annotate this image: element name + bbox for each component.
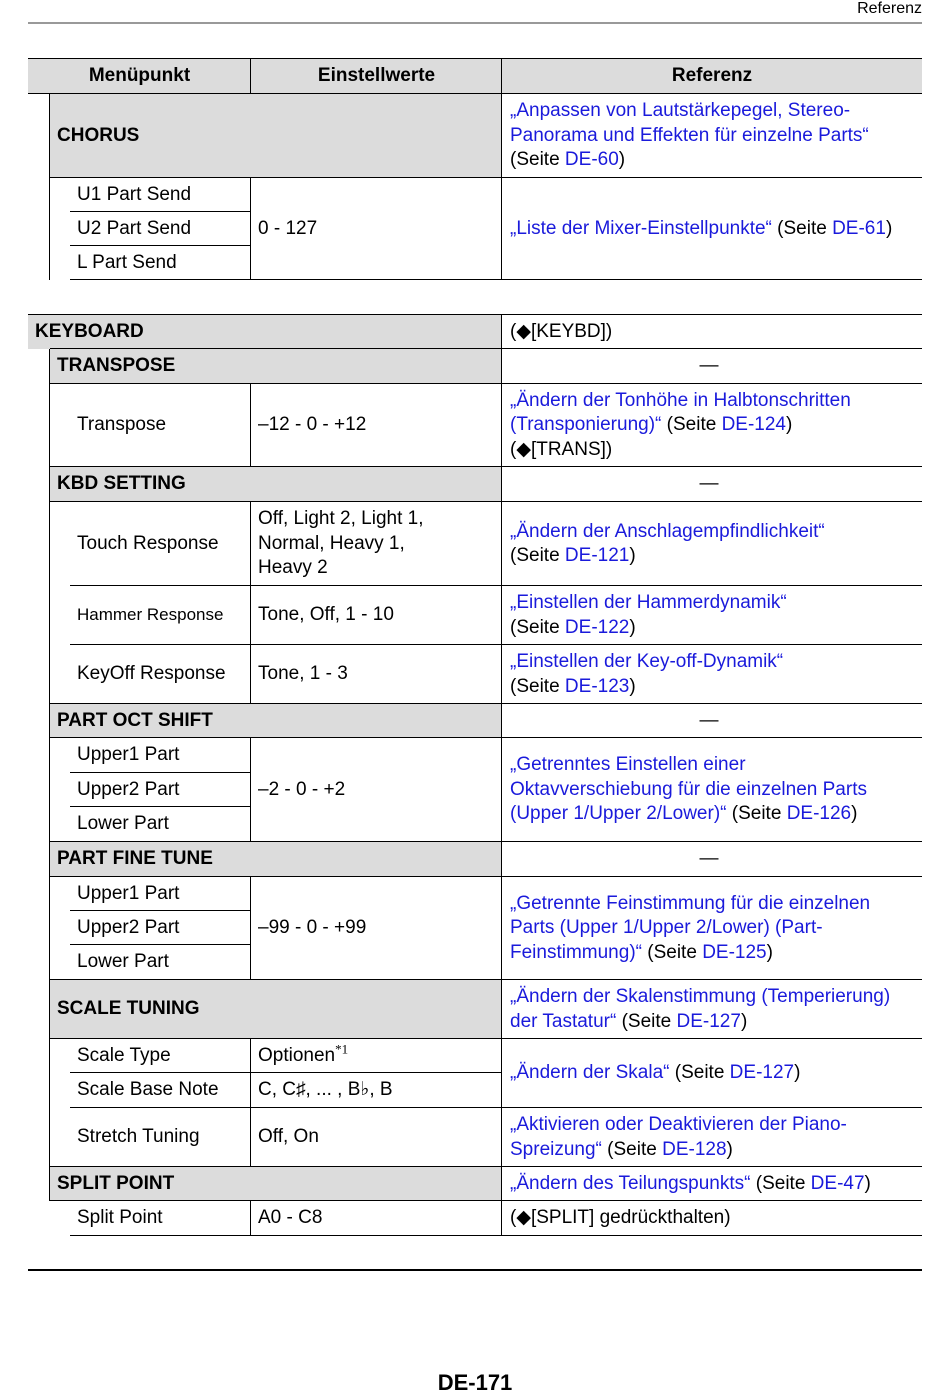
reference-link[interactable]: (Transponierung)“ bbox=[510, 414, 662, 436]
page-link[interactable]: DE-121 bbox=[564, 545, 630, 566]
reference-link[interactable]: „Einstellen der Hammerdynamik“ bbox=[510, 592, 787, 613]
page-link[interactable]: DE-60 bbox=[564, 149, 619, 171]
part-send-reference: „Liste der Mixer-Einstellpunkte“ (Seite DE-61) bbox=[510, 217, 893, 239]
footnote-marker: *1 bbox=[335, 1041, 349, 1057]
page-number: DE-171 bbox=[437, 1370, 513, 1395]
reference-link[interactable]: „Einstellen der Key-off-Dynamik“ bbox=[510, 651, 784, 672]
reference-link[interactable]: „Getrenntes Einstellen einer bbox=[510, 754, 746, 776]
part-send-value: 0 - 127 bbox=[258, 217, 318, 239]
reference-link[interactable]: „Ändern der Anschlagempfindlichkeit“ bbox=[510, 520, 825, 542]
touch-response-value: Off, Light 2, Light 1, Normal, Heavy 1, Heavy 2 bbox=[258, 508, 424, 579]
part-oct-shift-value: –2 - 0 - +2 bbox=[258, 778, 346, 800]
keyoff-response-reference: „Einstellen der Key-off-Dynamik“ (Seite DE-123) bbox=[510, 651, 784, 697]
item-oct-lower: Lower Part bbox=[77, 813, 169, 835]
item-fine-upper2: Upper2 Part bbox=[77, 916, 180, 938]
hammer-response-value: Tone, Off, 1 - 10 bbox=[258, 604, 394, 626]
item-stretch-tuning: Stretch Tuning bbox=[77, 1126, 200, 1148]
scale-base-note-value: C, C♯, ... , B♭, B bbox=[258, 1079, 393, 1101]
chorus-title: CHORUS bbox=[50, 94, 502, 178]
page-link[interactable]: DE-122 bbox=[564, 616, 630, 638]
transpose-value: –12 - 0 - +12 bbox=[258, 414, 367, 436]
touch-response-reference: „Ändern der Anschlagempfindlichkeit“ (Seite DE-121) bbox=[510, 520, 825, 566]
reference-link[interactable]: Panorama und Effekten für einzelne Parts“ bbox=[510, 124, 869, 146]
part-fine-tune-reference: „Getrennte Feinstimmung für die einzelnen Parts (Upper 1/Upper 2/Lower) (Part- Feinstimmung)“ (Seite DE-125) bbox=[510, 892, 871, 963]
scale-tuning-reference: „Ändern der Skalenstimmung (Temperierung) der Tastatur“ (Seite DE-127) bbox=[510, 986, 891, 1032]
item-scale-type: Scale Type bbox=[77, 1044, 171, 1066]
page-link[interactable]: DE-124 bbox=[721, 414, 786, 436]
part-fine-tune-title: PART FINE TUNE bbox=[50, 842, 502, 877]
split-point-title: SPLIT POINT bbox=[50, 1167, 502, 1201]
page-link[interactable]: DE-47 bbox=[810, 1172, 865, 1194]
item-oct-upper1: Upper1 Part bbox=[77, 744, 180, 766]
page-link[interactable]: DE-127 bbox=[729, 1062, 795, 1084]
item-touch-response: Touch Response bbox=[77, 532, 219, 554]
keyboard-title: KEYBOARD bbox=[28, 315, 502, 349]
item-fine-lower: Lower Part bbox=[77, 951, 169, 973]
item-u2-part-send: U2 Part Send bbox=[77, 217, 192, 239]
stretch-tuning-reference: „Aktivieren oder Deaktivieren der Piano- Spreizung“ (Seite DE-128) bbox=[510, 1114, 847, 1160]
reference-link[interactable]: „Ändern der Tonhöhe in Halbtonschritten bbox=[510, 389, 851, 411]
page-header-label: Referenz bbox=[857, 0, 922, 17]
item-l-part-send: L Part Send bbox=[77, 251, 177, 273]
reference-link[interactable]: Feinstimmung)“ bbox=[510, 941, 642, 963]
column-header-reference: Referenz bbox=[502, 59, 922, 94]
reference-link[interactable]: (Upper 1/Upper 2/Lower)“ bbox=[510, 803, 727, 825]
part-oct-shift-title: PART OCT SHIFT bbox=[50, 704, 502, 738]
page-link[interactable]: DE-61 bbox=[832, 217, 886, 239]
reference-link[interactable]: „Liste der Mixer-Einstellpunkte“ bbox=[510, 217, 772, 239]
reference-link[interactable]: Oktavverschiebung für die einzelnen Parts bbox=[510, 778, 867, 800]
chorus-reference: „Anpassen von Lautstärkepegel, Stereo- Panorama und Effekten für einzelne Parts“ (Seite DE-60) bbox=[510, 100, 869, 171]
page-link[interactable]: DE-123 bbox=[564, 675, 630, 697]
item-fine-upper1: Upper1 Part bbox=[77, 882, 180, 904]
reference-link[interactable]: „Aktivieren oder Deaktivieren der Piano- bbox=[510, 1114, 847, 1135]
reference-link[interactable]: „Anpassen von Lautstärkepegel, Stereo- bbox=[510, 100, 851, 122]
scale-tuning-title: SCALE TUNING bbox=[50, 980, 502, 1039]
footer-rule bbox=[28, 1269, 922, 1271]
transpose-title: TRANSPOSE bbox=[50, 349, 502, 384]
reference-link[interactable]: „Ändern der Skala“ bbox=[510, 1062, 670, 1084]
part-oct-shift-reference: „Getrenntes Einstellen einer Oktavverschiebung für die einzelnen Parts (Upper 1/Upper 2/Lower)“ (Seite DE-126) bbox=[510, 754, 867, 825]
reference-link[interactable]: „Getrennte Feinstimmung für die einzelnen bbox=[510, 892, 871, 914]
page-link[interactable]: DE-127 bbox=[676, 1010, 741, 1032]
hammer-response-reference: „Einstellen der Hammerdynamik“ (Seite DE-122) bbox=[510, 592, 787, 638]
keyboard-reference: (◆[KEYBD]) bbox=[510, 320, 613, 342]
transpose-dash: — bbox=[699, 355, 719, 377]
page-link[interactable]: DE-126 bbox=[786, 803, 852, 825]
scale-reference: „Ändern der Skala“ (Seite DE-127) bbox=[510, 1062, 801, 1084]
item-oct-upper2: Upper2 Part bbox=[77, 778, 180, 800]
item-transpose: Transpose bbox=[77, 414, 167, 436]
item-scale-base-note: Scale Base Note bbox=[77, 1079, 219, 1101]
reference-link[interactable]: Parts (Upper 1/Upper 2/Lower) (Part- bbox=[510, 917, 823, 939]
scale-type-value: Optionen$^{*1}$ bbox=[258, 1041, 349, 1066]
split-point-reference: „Ändern des Teilungspunkts“ (Seite DE-47) bbox=[510, 1172, 871, 1194]
split-point-key-reference: (◆[SPLIT] gedrückthalten) bbox=[510, 1207, 731, 1229]
kbd-setting-title: KBD SETTING bbox=[50, 467, 502, 502]
part-oct-shift-dash: — bbox=[699, 709, 719, 731]
header-rule bbox=[28, 22, 922, 24]
item-split-point: Split Point bbox=[77, 1207, 163, 1229]
transpose-reference: „Ändern der Tonhöhe in Halbtonschritten (Transponierung)“ (Seite DE-124) (◆[TRANS]) bbox=[510, 389, 851, 460]
split-point-value: A0 - C8 bbox=[258, 1207, 323, 1229]
page-link[interactable]: DE-128 bbox=[662, 1138, 727, 1160]
reference-link[interactable]: Spreizung“ bbox=[510, 1138, 602, 1160]
kbd-setting-dash: — bbox=[699, 473, 719, 495]
item-keyoff-response: KeyOff Response bbox=[77, 663, 226, 685]
column-header-menu: Menüpunkt bbox=[28, 59, 251, 94]
reference-link[interactable]: „Ändern des Teilungspunkts“ bbox=[510, 1172, 751, 1194]
reference-link[interactable]: der Tastatur“ bbox=[510, 1010, 617, 1032]
reference-link[interactable]: „Ändern der Skalenstimmung (Temperierung) bbox=[510, 986, 891, 1007]
keyoff-response-value: Tone, 1 - 3 bbox=[258, 663, 348, 685]
part-fine-tune-value: –99 - 0 - +99 bbox=[258, 917, 367, 939]
page-link[interactable]: DE-125 bbox=[702, 941, 767, 963]
column-header-values: Einstellwerte bbox=[251, 59, 502, 94]
stretch-tuning-value: Off, On bbox=[258, 1126, 319, 1148]
part-fine-tune-dash: — bbox=[699, 848, 719, 870]
item-u1-part-send: U1 Part Send bbox=[77, 183, 192, 205]
item-hammer-response: Hammer Response bbox=[77, 605, 224, 625]
